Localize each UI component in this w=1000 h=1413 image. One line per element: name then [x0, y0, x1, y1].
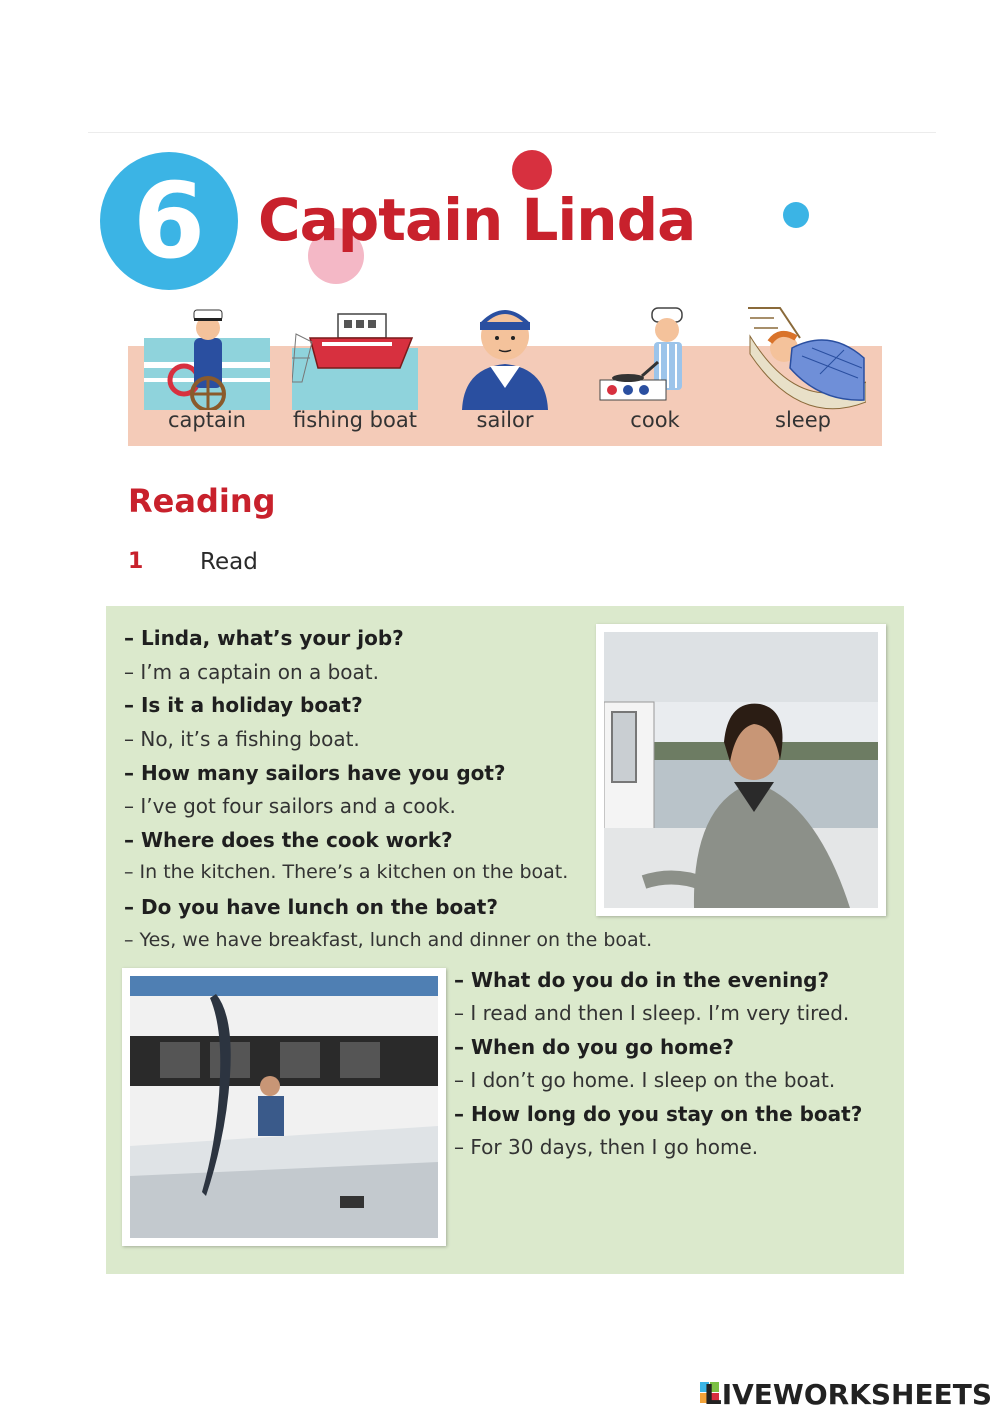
- dialogue-answer: – For 30 days, then I go home.: [454, 1135, 759, 1159]
- vocab-label: cook: [630, 408, 680, 432]
- vocab-label: sailor: [476, 408, 534, 432]
- cook-illustration-icon: [592, 298, 718, 410]
- vocab-item-sailor: [430, 290, 580, 450]
- captain-photo-icon: [604, 632, 878, 908]
- dialogue-question: – How long do you stay on the boat?: [454, 1102, 863, 1126]
- unit-number-badge: [100, 152, 238, 290]
- unit-number: 6: [132, 160, 206, 282]
- vocab-label: captain: [168, 408, 246, 432]
- dialogue-answer: – I don’t go home. I sleep on the boat.: [454, 1068, 836, 1092]
- vocab-label: sleep: [775, 408, 831, 432]
- decor-dot-red: [512, 150, 552, 190]
- dialogue-question: – How many sailors have you got?: [124, 761, 506, 785]
- dialogue-question: – When do you go home?: [454, 1035, 735, 1059]
- dialogue-question: – Linda, what’s your job?: [124, 626, 404, 650]
- dialogue-question: – Where does the cook work?: [124, 828, 453, 852]
- section-title: Reading: [128, 482, 276, 520]
- top-rule: [88, 132, 936, 133]
- dialogue-answer: – Yes, we have breakfast, lunch and dinner on the boat.: [124, 929, 653, 951]
- photo-captain-linda: [596, 624, 886, 916]
- dialogue-answer: – I’m a captain on a boat.: [124, 660, 379, 684]
- dialogue-answer: – I’ve got four sailors and a cook.: [124, 794, 456, 818]
- sailor-illustration-icon: [442, 298, 568, 410]
- dialogue-answer: – I read and then I sleep. I’m very tired.: [454, 1001, 850, 1025]
- fishing-boat-illustration-icon: [292, 298, 418, 410]
- unit-title: Captain Linda: [258, 186, 696, 254]
- photo-fishing-boat: [122, 968, 446, 1246]
- brand-name: LIVEWORKSHEETS: [703, 1378, 992, 1411]
- decor-dot-blue: [783, 202, 809, 228]
- dialogue-answer: – In the kitchen. There’s a kitchen on the boat.: [124, 861, 569, 883]
- vocab-item-captain: [132, 290, 282, 450]
- sleep-illustration-icon: [740, 298, 866, 410]
- exercise-number: 1: [128, 549, 144, 574]
- dialogue-question: – Is it a holiday boat?: [124, 693, 363, 717]
- dialogue-question: – Do you have lunch on the boat?: [124, 895, 498, 919]
- vocab-item-cook: [580, 290, 730, 450]
- vocab-item-sleep: [728, 290, 878, 450]
- captain-illustration-icon: [144, 298, 270, 410]
- dialogue-answer: – No, it’s a fishing boat.: [124, 727, 360, 751]
- vocab-item-fishing-boat: [280, 290, 430, 450]
- vocab-label: fishing boat: [293, 408, 417, 432]
- fishing-boat-photo-icon: [130, 976, 438, 1238]
- dialogue-question: – What do you do in the evening?: [454, 968, 830, 992]
- exercise-instruction: Read: [200, 549, 258, 575]
